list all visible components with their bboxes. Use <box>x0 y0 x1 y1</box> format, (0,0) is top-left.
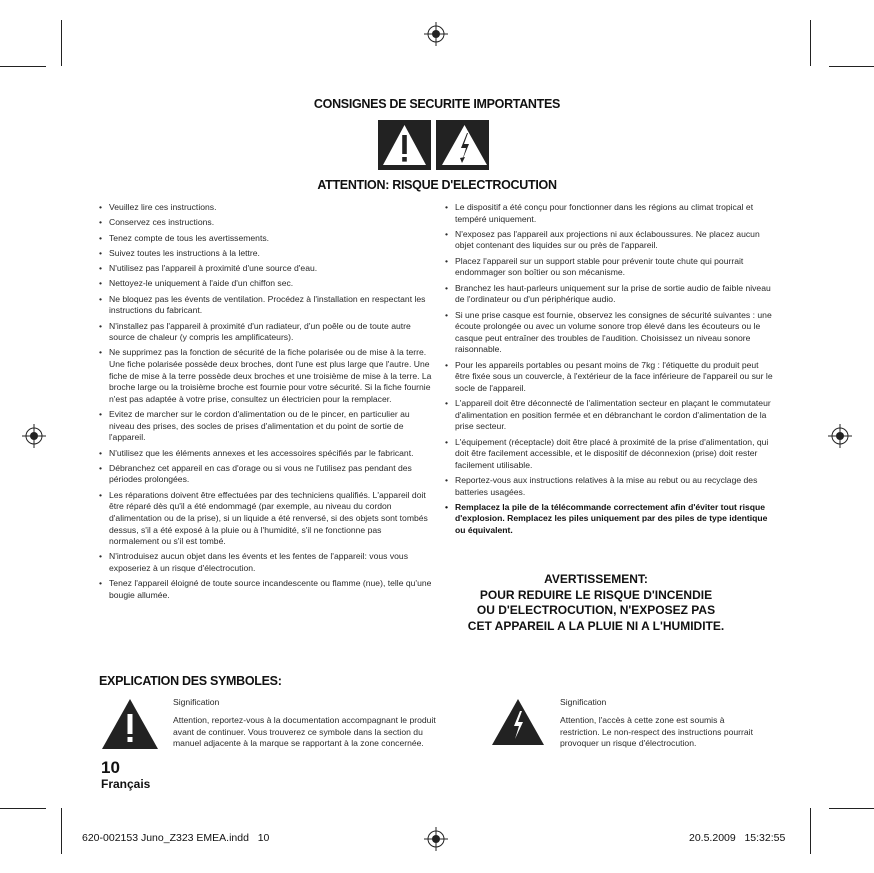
instruction-item: • Conservez ces instructions. <box>97 217 433 229</box>
avertissement-line: AVERTISSEMENT: <box>544 572 648 586</box>
instruction-item: • Si une prise casque est fournie, observez les consignes de sécurité suivantes : une écoute prolongée ou avec un volume sonore trop élevé dans les écouteurs ou le casque peut entraîner des troubles de l'audition. Choisissez un niveau sonore raisonnable. <box>443 310 775 356</box>
crop-mark <box>0 808 46 809</box>
instruction-item: • Nettoyez-le uniquement à l'aide d'un chiffon sec. <box>97 278 433 290</box>
instruction-item: • Suivez toutes les instructions à la lettre. <box>97 248 433 260</box>
crop-mark <box>61 808 62 854</box>
instruction-item: • Les réparations doivent être effectuées par des techniciens qualifiés. L'appareil doit être réparé dès qu'il a été endommagé (par exemple, au niveau du cordon d'alimentation ou de la prise), si un liquide a été renversé, si des objets sont tombés dessus, s'il a été exposé à la pluie ou à l'humidité, s'il ne fonctionne pas normalement ou s'il est tombé. <box>97 490 433 548</box>
warning-lightning-icon <box>436 120 489 170</box>
crop-mark <box>0 66 46 67</box>
registration-mark-icon <box>424 827 448 851</box>
instruction-item: • Branchez les haut-parleurs uniquement sur la prise de sortie audio de faible niveau de l'ordinateur ou d'un périphérique audio. <box>443 283 775 306</box>
slug-file-info: 620-002153 Juno_Z323 EMEA.indd 10 <box>82 832 270 844</box>
instruction-item: • Remplacez la pile de la télécommande correctement afin d'éviter tout risque d'explosion. Remplacez les piles uniquement par des piles de type identique ou équivalent. <box>443 502 775 537</box>
instruction-item: • L'équipement (réceptacle) doit être placé à proximité de la prise d'alimentation, qui doit être facilement accessible, et le dispositif de déconnexion (prise) doit rester facilement utilisable. <box>443 437 775 472</box>
language-label: Français <box>101 777 151 791</box>
symbol-description: Attention, l'accès à cette zone est soumis à restriction. Le non-respect des instructions pourrait provoquer un risque d'électrocution. <box>560 715 753 749</box>
instruction-item: • Tenez l'appareil éloigné de toute source incandescente ou flamme (nue), telle qu'une bougie allumée. <box>97 578 433 601</box>
instruction-item: • N'installez pas l'appareil à proximité d'un radiateur, d'un poêle ou de toute autre source de chaleur (y compris les amplificateurs). <box>97 321 433 344</box>
instruction-item: • Le dispositif a été conçu pour fonctionner dans les régions au climat tropical et tempéré uniquement. <box>443 202 775 225</box>
avertissement-line: OU D'ELECTROCUTION, N'EXPOSEZ PAS <box>476 603 716 617</box>
instruction-item: • N'introduisez aucun objet dans les évents et les fentes de l'appareil: vous vous exposeriez à un risque d'électrocution. <box>97 551 433 574</box>
instruction-item: • N'utilisez que les éléments annexes et les accessoires spécifiés par le fabricant. <box>97 448 433 460</box>
instruction-item: • Ne supprimez pas la fonction de sécurité de la fiche polarisée ou de mise à la terre. Une fiche polarisée possède deux broches, dont l'une est plus large que l'autre. Une fiche de mise à la terre possède deux broches et une troisième de mise à la terre. La broche large ou la troisième broche est fournie pour votre sécurité. Si la fiche fournie n'est pas adaptée à votre prise, consultez un électricien pour la remplacer. <box>97 347 433 405</box>
crop-mark <box>829 808 874 809</box>
exclamation-triangle-icon <box>99 696 161 752</box>
warning-exclamation-icon <box>378 120 431 170</box>
exclamation-symbol-explanation <box>173 697 453 750</box>
instruction-item: • Reportez-vous aux instructions relatives à la mise au rebut ou au recyclage des batteries usagées. <box>443 475 775 498</box>
symbols-heading: EXPLICATION DES SYMBOLES: <box>99 674 282 688</box>
symbol-label: Signification <box>560 697 607 707</box>
registration-mark-icon <box>22 424 46 448</box>
instruction-item: • N'utilisez pas l'appareil à proximité d'une source d'eau. <box>97 263 433 275</box>
registration-mark-icon <box>828 424 852 448</box>
instruction-item: • Pour les appareils portables ou pesant moins de 7kg : l'étiquette du produit peut être fixée sous un couvercle, à l'extérieur de la face inférieure de l'appareil ou sur le socle de l'appareil. <box>443 360 775 395</box>
slug-date-info: 20.5.2009 15:32:55 <box>689 832 786 844</box>
instruction-item: • Veuillez lire ces instructions. <box>97 202 433 214</box>
instruction-item: • Evitez de marcher sur le cordon d'alimentation ou de le pincer, en particulier au niveau des prises, des socles de prises d'alimentation et du point de sortie de l'appareil. <box>97 409 433 444</box>
instruction-item: • L'appareil doit être déconnecté de l'alimentation secteur en plaçant le commutateur d'alimentation en position fermée et en débranchant le cordon d'alimentation de la prise secteur. <box>443 398 775 433</box>
avertissement-line: CET APPAREIL A LA PLUIE NI A L'HUMIDITE. <box>467 618 725 633</box>
avertissement-line: POUR REDUIRE LE RISQUE D'INCENDIE <box>479 587 713 602</box>
attention-heading: ATTENTION: RISQUE D'ELECTROCUTION <box>317 178 557 192</box>
crop-mark <box>829 66 874 67</box>
instruction-item: • Ne bloquez pas les évents de ventilation. Procédez à l'installation en respectant les instructions du fabricant. <box>97 294 433 317</box>
registration-mark-icon <box>424 22 448 46</box>
right-instruction-list <box>443 202 775 540</box>
lightning-triangle-icon <box>489 696 547 748</box>
instruction-item: • Débranchez cet appareil en cas d'orage ou si vous ne l'utilisez pas pendant des périodes prolongées. <box>97 463 433 486</box>
crop-mark <box>810 808 811 854</box>
page-number: 10 <box>101 758 120 777</box>
instruction-item: • N'exposez pas l'appareil aux projections ni aux éclaboussures. Ne placez aucun objet contenant des liquides sur ou près de l'appareil. <box>443 229 775 252</box>
lightning-symbol-explanation <box>560 697 760 750</box>
instruction-item: • Tenez compte de tous les avertissements. <box>97 233 433 245</box>
symbol-label: Signification <box>173 697 220 707</box>
symbol-description: Attention, reportez-vous à la documentation accompagnant le produit avant de continuer. Vous trouverez ce symbole dans la section du manuel adjacente à la marque se rapportant à la zone concernée. <box>173 715 436 749</box>
instruction-item: • Placez l'appareil sur un support stable pour prévenir toute chute qui pourrait endommager son boîtier ou son mécanisme. <box>443 256 775 279</box>
page-title: CONSIGNES DE SECURITE IMPORTANTES <box>313 97 561 111</box>
left-instruction-list <box>97 202 433 605</box>
crop-mark <box>61 20 62 66</box>
avertissement-block <box>446 572 746 634</box>
crop-mark <box>810 20 811 66</box>
